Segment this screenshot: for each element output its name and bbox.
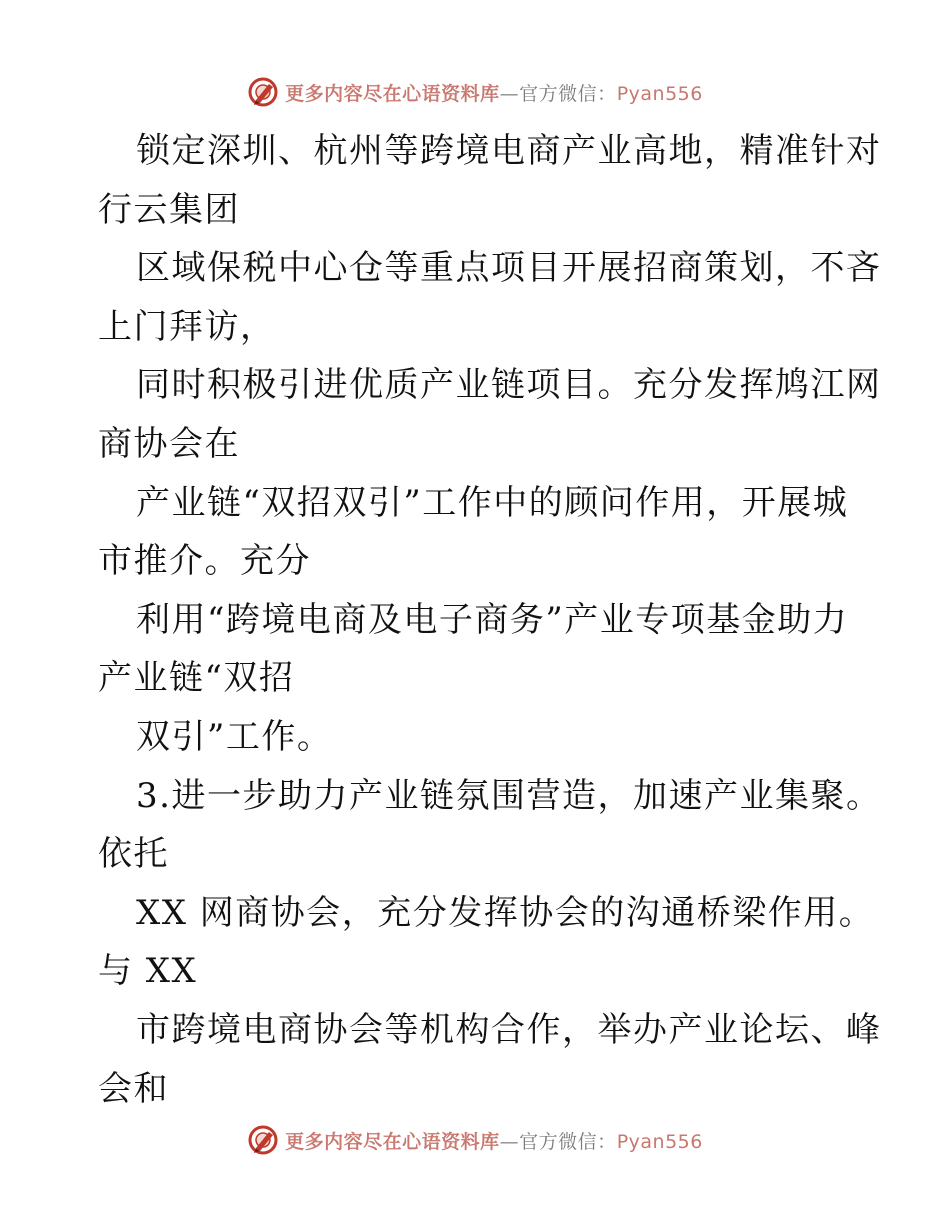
body-text-line: 与 XX <box>98 951 198 992</box>
body-text-line: 同时积极引进优质产业链项目。充分发挥鸠江网 <box>136 365 882 406</box>
body-text-line: 商协会在 <box>98 423 240 464</box>
pen-nib-logo-icon <box>247 1124 279 1156</box>
body-text-line: 区域保税中心仓等重点项目开展招商策划，不吝 <box>136 248 882 289</box>
body-text-line: 市推介。充分 <box>98 541 311 582</box>
body-text-line: 上门拜访， <box>98 306 276 347</box>
body-text-line: 行云集团 <box>98 189 240 230</box>
body-text-line: 市跨境电商协会等机构合作，举办产业论坛、峰 <box>136 1009 882 1050</box>
banner-separator: — <box>499 82 520 105</box>
banner-site-name: 更多内容尽在心语资料库 <box>285 1130 500 1153</box>
body-text-line: 双引”工作。 <box>136 716 333 757</box>
body-text-line: 锁定深圳、杭州等跨境电商产业高地，精准针对 <box>136 131 882 171</box>
body-text-line: 产业链“双招双引”工作中的顾问作用，开展城 <box>136 482 849 523</box>
banner-wechat-id: Pyan556 <box>616 82 703 105</box>
body-text-line: 3.进一步助力产业链氛围营造，加速产业集聚。 <box>136 775 882 816</box>
banner-separator: — <box>499 1130 520 1153</box>
body-text-line: XX 网商协会，充分发挥协会的沟通桥梁作用。 <box>136 892 875 933</box>
body-text-line: 产业链“双招 <box>98 658 295 699</box>
body-text-line: 会和 <box>98 1068 169 1109</box>
footer-banner <box>0 1120 950 1160</box>
pen-nib-logo-icon <box>247 76 279 108</box>
document-body <box>98 122 882 1118</box>
banner-wechat-label: 官方微信： <box>519 82 617 105</box>
body-text-line: 依托 <box>98 834 169 875</box>
banner-site-name: 更多内容尽在心语资料库 <box>285 82 500 105</box>
banner-wechat-id: Pyan556 <box>616 1130 703 1153</box>
banner-text <box>285 1127 703 1154</box>
header-banner <box>0 72 950 112</box>
banner-text <box>285 79 703 106</box>
body-text-line: 利用“跨境电商及电子商务”产业专项基金助力 <box>136 599 849 640</box>
banner-wechat-label: 官方微信： <box>519 1130 617 1153</box>
